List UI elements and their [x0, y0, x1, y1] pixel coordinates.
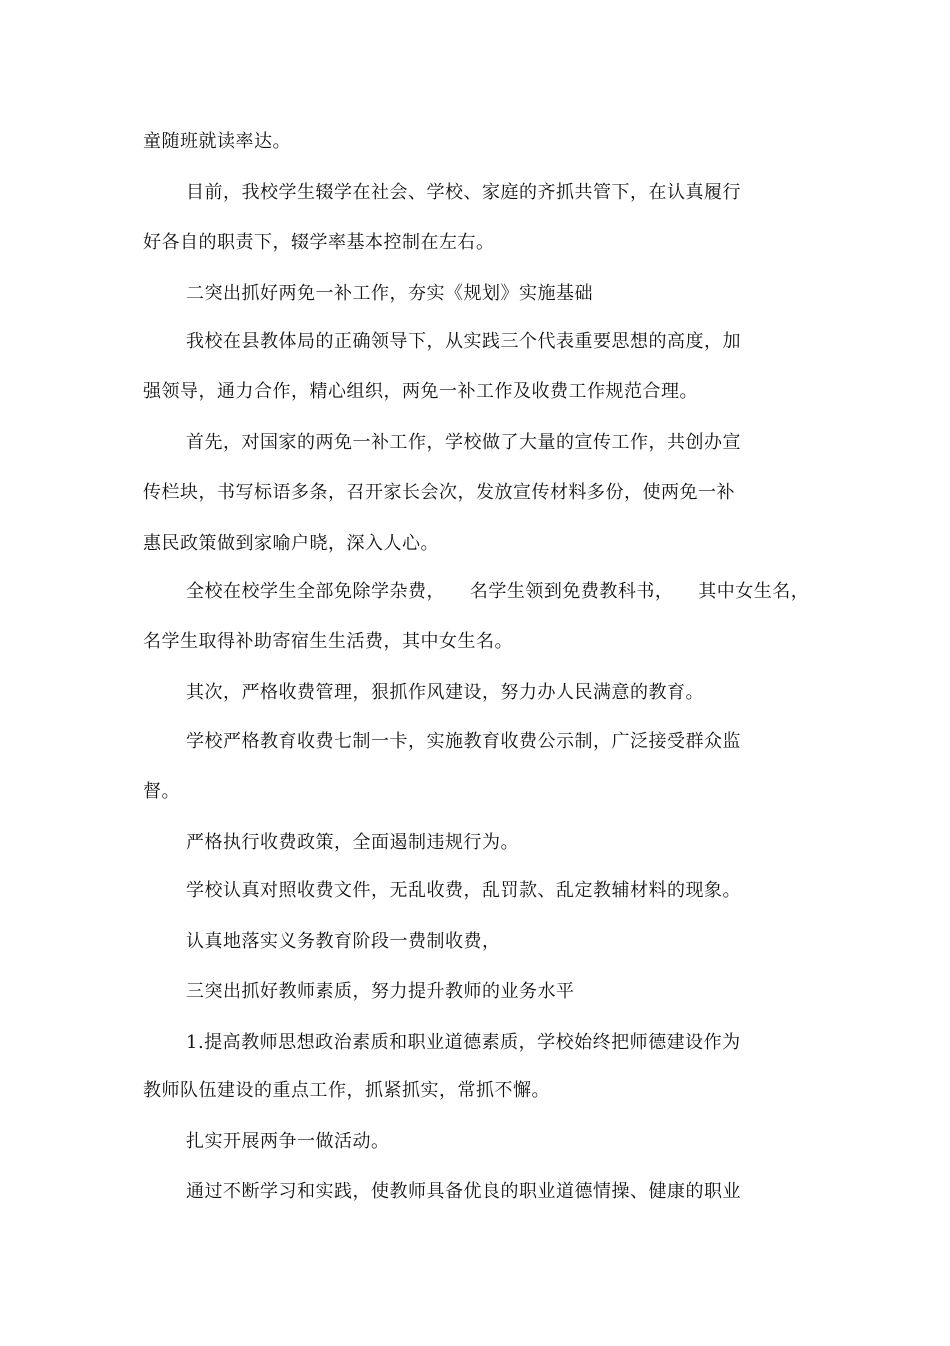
text-line: 首先，对国家的两免一补工作，学校做了大量的宣传工作，共创办宣: [186, 432, 741, 453]
text-line: 教师队伍建设的重点工作，抓紧抓实，常抓不懈。: [143, 1080, 550, 1101]
text-line: 严格执行收费政策，全面遏制违规行为。: [186, 832, 519, 853]
section-heading: 二突出抓好两免一补工作，夯实《规划》实施基础: [186, 283, 593, 304]
section-heading: 三突出抓好教师素质，努力提升教师的业务水平: [186, 981, 575, 1002]
text-line: 认真地落实义务教育阶段一费制收费，: [186, 931, 501, 952]
text-line: 学校严格教育收费七制一卡，实施教育收费公示制，广泛接受群众监: [186, 731, 741, 752]
text-line: 惠民政策做到家喻户晓，深入人心。: [143, 533, 439, 554]
text-line: 通过不断学习和实践，使教师具备优良的职业道德情操、健康的职业: [186, 1181, 741, 1202]
text-line: 督。: [143, 781, 180, 802]
text-line: 童随班就读率达。: [143, 131, 291, 152]
text-line: 好各自的职责下，辍学率基本控制在左右。: [143, 232, 495, 253]
text-line: 1.提高教师思想政治素质和职业道德素质，学校始终把师德建设作为: [186, 1032, 741, 1053]
text-line: 学校认真对照收费文件，无乱收费，乱罚款、乱定教辅材料的现象。: [186, 880, 741, 901]
text-line: 名学生取得补助寄宿生生活费，其中女生名。: [143, 631, 513, 652]
text-line: 扎实开展两争一做活动。: [186, 1131, 390, 1152]
text-line: 传栏块，书写标语多条，召开家长会次，发放宣传材料多份，使两免一补: [143, 482, 735, 503]
text-line: 全校在校学生全部免除学杂费， 名学生领到免费教科书， 其中女生名，: [186, 581, 810, 602]
text-line: 目前，我校学生辍学在社会、学校、家庭的齐抓共管下，在认真履行: [186, 182, 741, 203]
text-line: 其次，严格收费管理，狠抓作风建设，努力办人民满意的教育。: [186, 682, 704, 703]
text-line: 我校在县教体局的正确领导下，从实践三个代表重要思想的高度，加: [186, 331, 741, 352]
text-line: 强领导，通力合作，精心组织，两免一补工作及收费工作规范合理。: [143, 381, 698, 402]
